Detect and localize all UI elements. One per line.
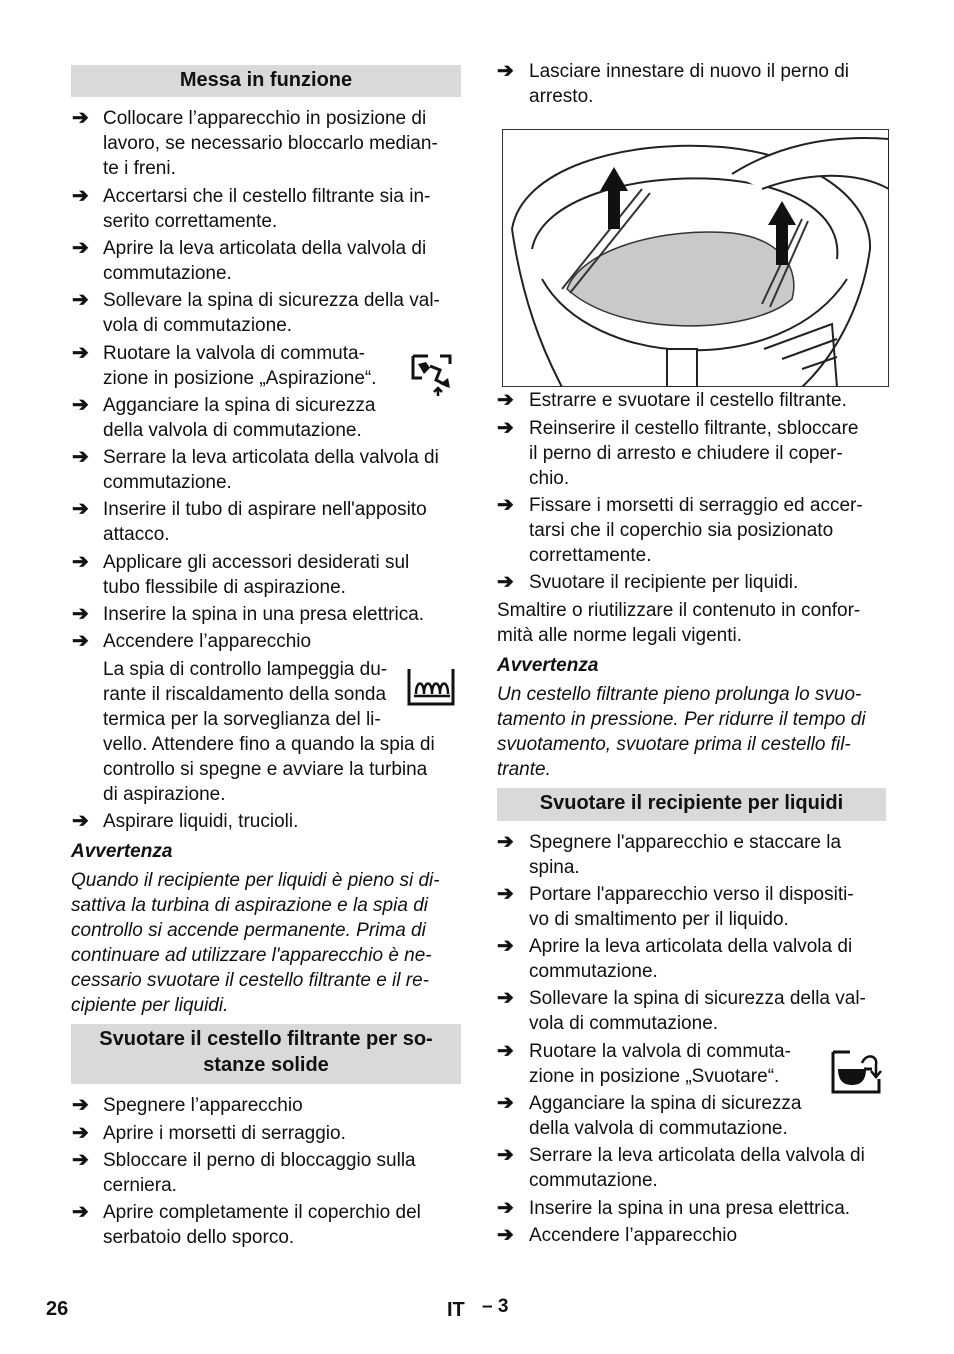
arrow-right-icon: ➔ — [72, 1122, 89, 1144]
arrow-right-icon: ➔ — [72, 630, 89, 652]
arrow-right-icon: ➔ — [72, 551, 89, 573]
step-item: Lasciare innestare di nuovo il perno di arresto. — [529, 61, 850, 107]
arrow-right-icon: ➔ — [497, 987, 514, 1009]
step-item: Sollevare la spina di sicurezza della val- vola di commutazione. — [529, 988, 866, 1034]
step-item: Svuotare il recipiente per liquidi. — [529, 572, 799, 593]
arrow-right-icon: ➔ — [497, 417, 514, 439]
arrow-right-icon: ➔ — [497, 935, 514, 957]
arrow-right-icon: ➔ — [497, 1040, 514, 1062]
arrow-right-icon: ➔ — [72, 237, 89, 259]
arrow-right-icon: ➔ — [72, 810, 89, 832]
arrow-right-icon: ➔ — [72, 107, 89, 129]
step-item: Ruotare la valvola di commuta- zione in posizione „Svuotare“. — [529, 1041, 791, 1087]
step-item: Portare l'apparecchio verso il dispositi- vo di smaltimento per il liquido. — [529, 884, 854, 930]
arrow-right-icon: ➔ — [72, 603, 89, 625]
indicator-text: La spia di controllo lampeggia du- rante il riscaldamento della sonda termica per la sorveglianza del li- vello. Attendere fino a quando la spia di controllo si spegne e avviare la turbina di aspirazione. — [103, 659, 435, 805]
suction-mode-icon — [410, 352, 454, 404]
step-item: Sbloccare il perno di bloccaggio sulla cerniera. — [103, 1150, 416, 1196]
step-item: Estrarre e svuotare il cestello filtrante. — [529, 390, 847, 411]
heading-svuotare-recipiente: Svuotare il recipiente per liquidi — [497, 788, 886, 821]
arrow-right-icon: ➔ — [72, 498, 89, 520]
arrow-right-icon: ➔ — [497, 389, 514, 411]
step-item: Serrare la leva articolata della valvola di commutazione. — [529, 1145, 865, 1191]
step-item: Fissare i morsetti di serraggio ed accer- tarsi che il coperchio sia posizionato correttamente. — [529, 495, 863, 566]
step-item: Inserire la spina in una presa elettrica. — [103, 604, 425, 625]
arrow-right-icon: ➔ — [72, 394, 89, 416]
filter-basket-illustration — [502, 129, 889, 393]
step-item: Spegnere l’apparecchio — [103, 1095, 303, 1116]
step-item: Reinserire il cestello filtrante, sbloccare il perno di arresto e chiudere il coper- chio. — [529, 418, 859, 489]
step-item: Agganciare la spina di sicurezza della valvola di commutazione. — [529, 1093, 802, 1139]
note-title: Avvertenza — [71, 841, 173, 862]
arrow-right-icon: ➔ — [497, 494, 514, 516]
arrow-right-icon: ➔ — [72, 446, 89, 468]
arrow-right-icon: ➔ — [497, 1197, 514, 1219]
arrow-right-icon: ➔ — [72, 289, 89, 311]
footer-section: – 3 — [482, 1296, 509, 1317]
heading-svuotare-cestello: Svuotare il cestello filtrante per so- stanze solide — [71, 1024, 461, 1084]
step-item: Applicare gli accessori desiderati sul tubo flessibile di aspirazione. — [103, 552, 410, 598]
note-text: Quando il recipiente per liquidi è pieno si di- sattiva la turbina di aspirazione e la spia di controllo si accende permanente. Prima di continuare ad utilizzare l'apparecchio è ne- cessario svuotare il cestello filtrante e il re- cipiente per liquidi. — [71, 870, 440, 1016]
arrow-right-icon: ➔ — [497, 1144, 514, 1166]
step-item: Aprire completamente il coperchio del serbatoio dello sporco. — [103, 1202, 421, 1248]
step-item: Sollevare la spina di sicurezza della val- vola di commutazione. — [103, 290, 440, 336]
step-item: Collocare l’apparecchio in posizione di lavoro, se necessario bloccarlo median- te i freni. — [103, 108, 438, 179]
arrow-right-icon: ➔ — [72, 1149, 89, 1171]
step-item: Accendere l’apparecchio — [529, 1225, 738, 1246]
step-item: Inserire il tubo di aspirare nell'apposito attacco. — [103, 499, 427, 545]
arrow-right-icon: ➔ — [497, 1092, 514, 1114]
disposal-text: Smaltire o riutilizzare il contenuto in confor- mità alle norme legali vigenti. — [497, 600, 861, 646]
arrow-right-icon: ➔ — [497, 883, 514, 905]
step-item: Inserire la spina in una presa elettrica. — [529, 1198, 851, 1219]
arrow-right-icon: ➔ — [72, 1201, 89, 1223]
arrow-right-icon: ➔ — [72, 185, 89, 207]
drain-mode-icon — [830, 1049, 882, 1101]
arrow-right-icon: ➔ — [72, 342, 89, 364]
step-item: Accendere l’apparecchio — [103, 631, 312, 652]
arrow-right-icon: ➔ — [72, 1094, 89, 1116]
step-item: Spegnere l'apparecchio e staccare la spina. — [529, 832, 842, 878]
step-item: Aprire i morsetti di serraggio. — [103, 1123, 346, 1144]
step-item: Aspirare liquidi, trucioli. — [103, 811, 299, 832]
step-item: Ruotare la valvola di commuta- zione in posizione „Aspirazione“. — [103, 343, 377, 389]
arrow-right-icon: ➔ — [497, 60, 514, 82]
step-item: Accertarsi che il cestello filtrante sia in- serito correttamente. — [103, 186, 431, 232]
step-item: Serrare la leva articolata della valvola di commutazione. — [103, 447, 439, 493]
arrow-right-icon: ➔ — [497, 831, 514, 853]
footer-language: IT — [447, 1299, 465, 1321]
note-text: Un cestello filtrante pieno prolunga lo svuo- tamento in pressione. Per ridurre il tempo di svuotamento, svuotare prima il cestello fil- trante. — [497, 684, 866, 780]
step-item: Aprire la leva articolata della valvola di commutazione. — [529, 936, 853, 982]
arrow-right-icon: ➔ — [497, 1224, 514, 1246]
page-number: 26 — [46, 1298, 69, 1320]
step-item: Agganciare la spina di sicurezza della valvola di commutazione. — [103, 395, 376, 441]
note-title: Avvertenza — [497, 655, 599, 676]
step-item: Aprire la leva articolata della valvola di commutazione. — [103, 238, 427, 284]
heater-indicator-icon — [406, 666, 456, 716]
arrow-right-icon: ➔ — [497, 571, 514, 593]
heading-messa-in-funzione: Messa in funzione — [71, 65, 461, 97]
